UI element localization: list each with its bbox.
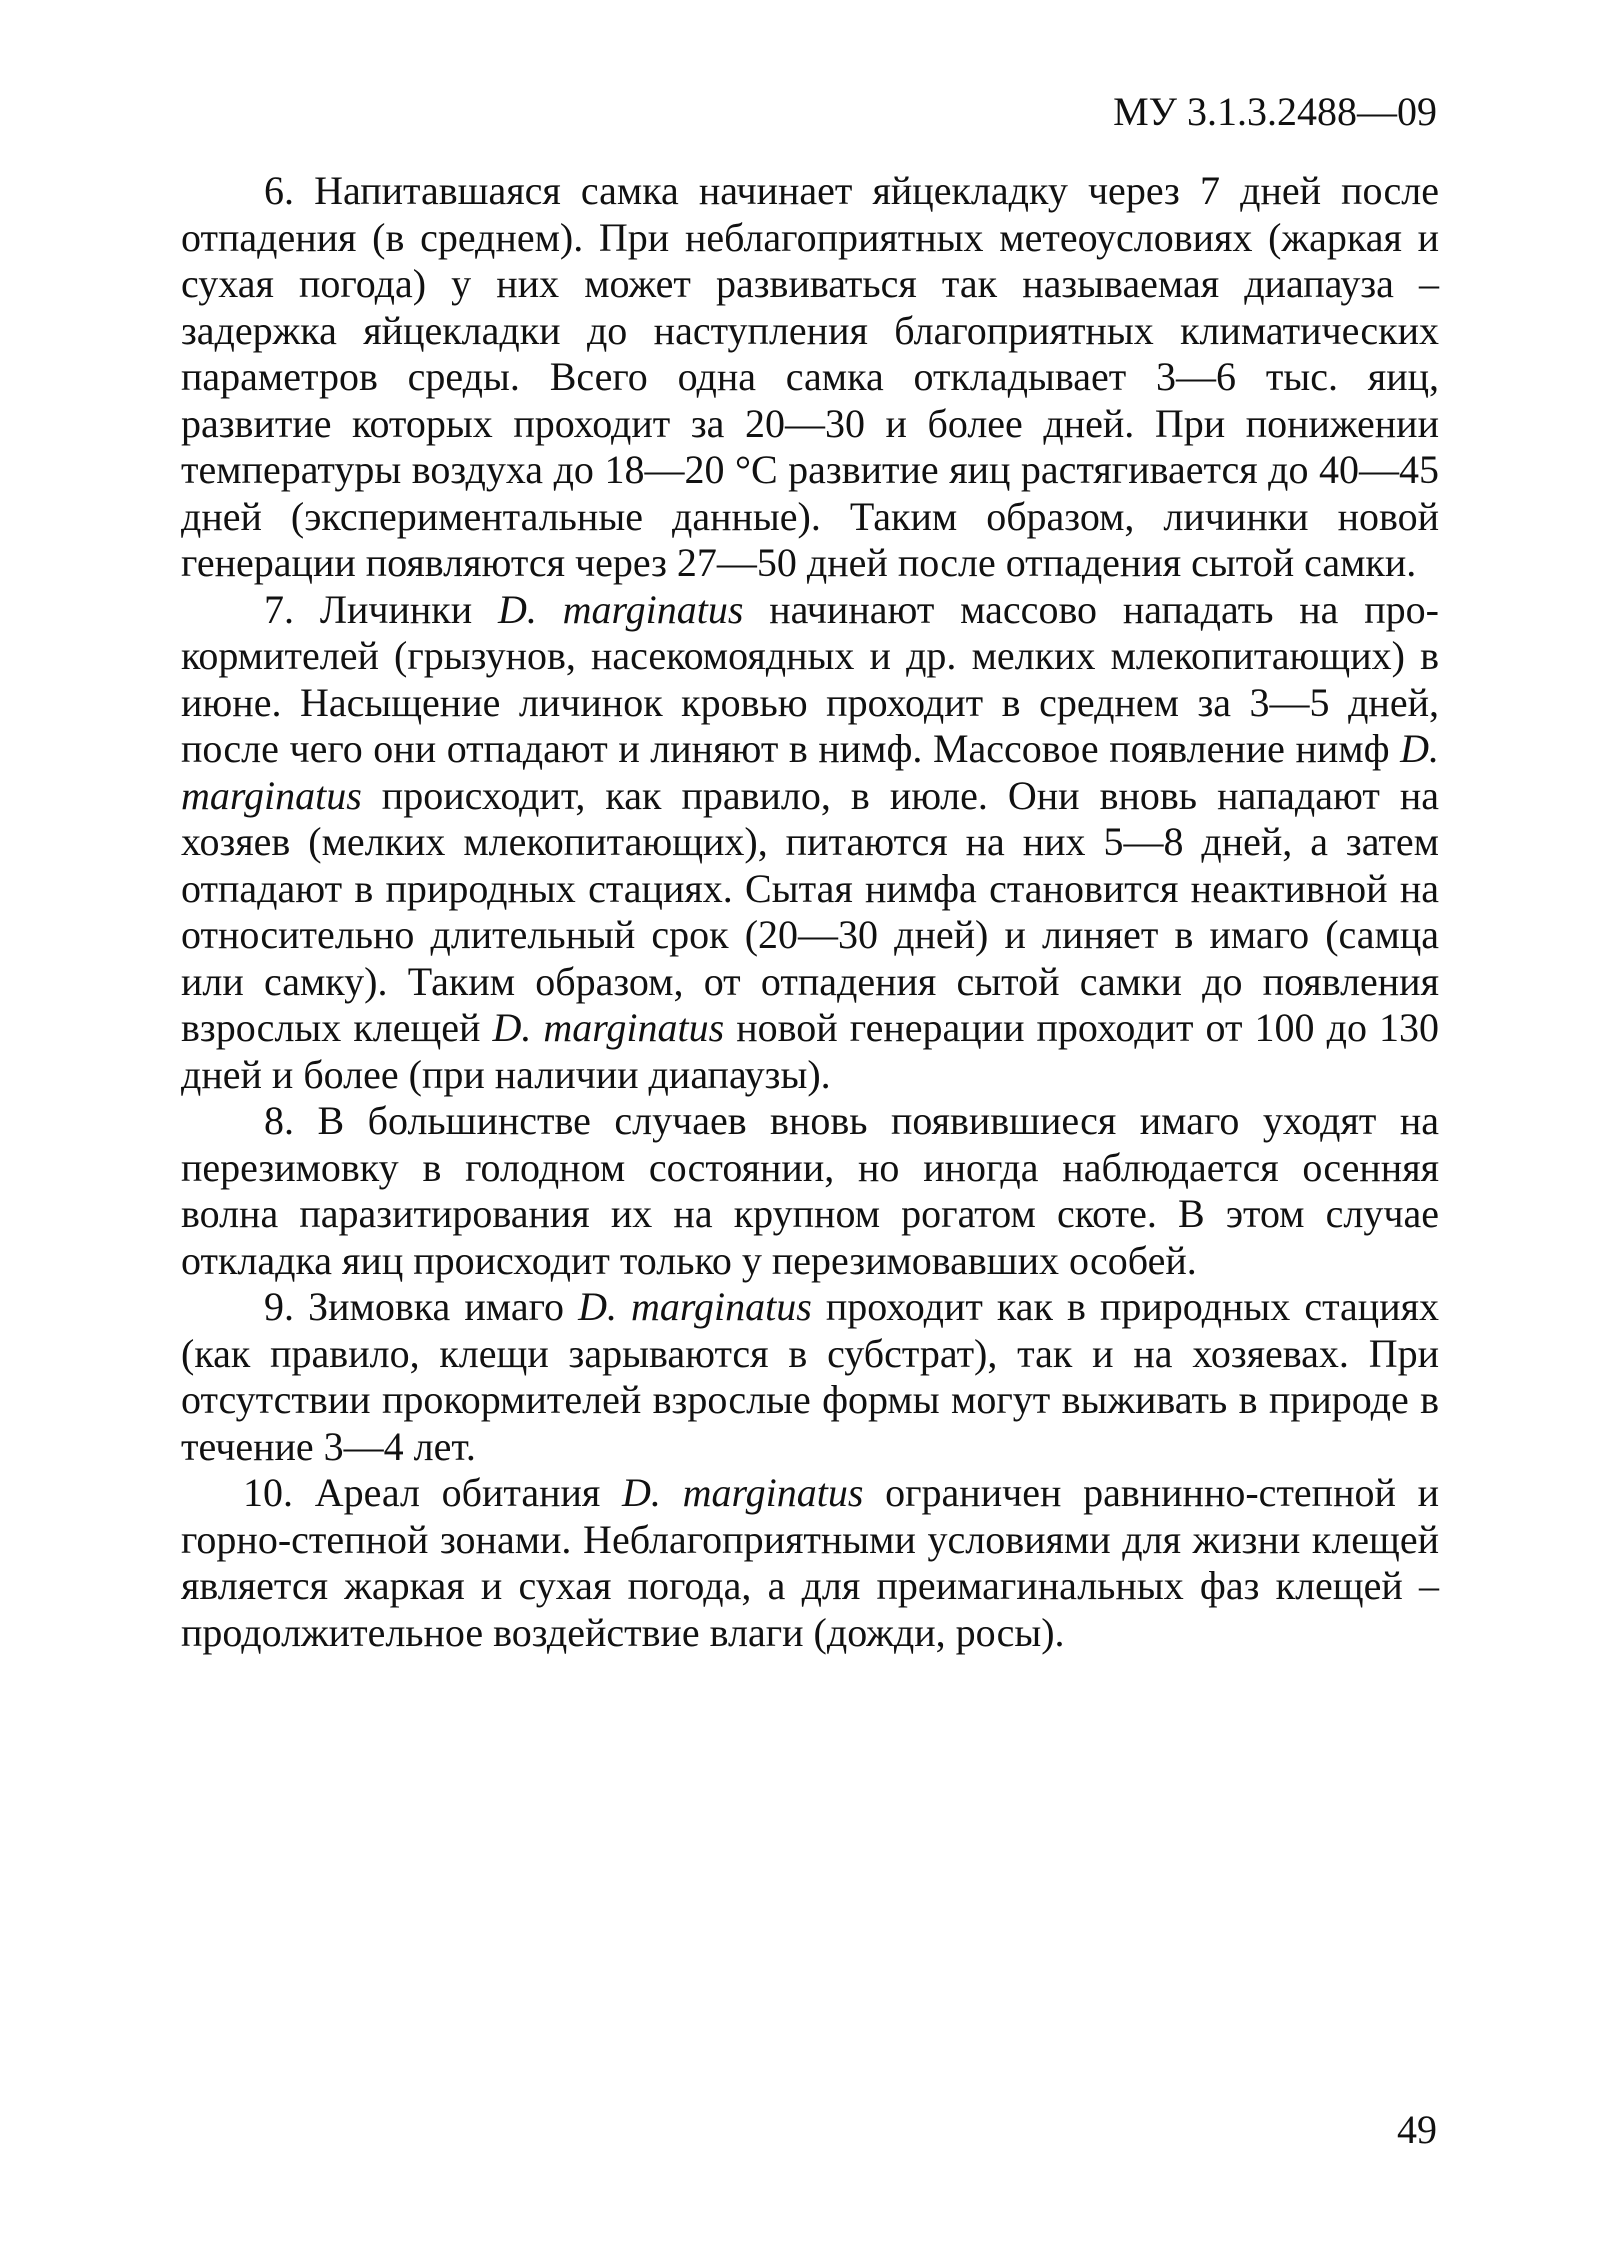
paragraph-number: 9. bbox=[264, 1284, 294, 1329]
document-code: МУ 3.1.3.2488—09 bbox=[1113, 89, 1437, 134]
paragraph-number: 6. bbox=[264, 168, 294, 213]
paragraph-number: 8. bbox=[264, 1098, 294, 1143]
species-name: D. marginatus bbox=[492, 1005, 725, 1050]
paragraph-text: проходит как в природных стациях (как правило, клещи зарываются в субстрат), так и на хозяевах. При отсутствии прокормителей взрослые формы могут выживать в природе в течение 3—4 лет. bbox=[181, 1284, 1440, 1469]
species-name: D. marginatus bbox=[578, 1284, 812, 1329]
species-name: D. marginatus bbox=[181, 726, 1439, 818]
paragraph-9 bbox=[181, 1284, 1439, 1470]
paragraph-text: Напитавшаяся самка начинает яйцекладку через 7 дней после отпадения (в среднем). При неблагоприятных метеоусловиях (жаркая и сухая погода) у них может развиваться так называемая диапауза – задержка яйцекладки до наступления благоприятных климатических параметров среды. Всего одна самка откладывает 3—6 тыс. яиц, развитие которых проходит за 20—30 и более дней. При понижении температуры воздуха до 18—20 °С развитие яиц растягивается до 40—45 дней (экспериментальные данные). Таким образом, личинки новой генерации появляются через 27—50 дней после отпадения сытой самки. bbox=[181, 168, 1440, 585]
paragraph-number: 10. bbox=[243, 1470, 293, 1515]
paragraph-text: ограничен равнинно-степной и горно-степной зонами. Неблагоприятными условиями для жизни клещей является жаркая и сухая погода, а для преимагинальных фаз клещей – продолжительное воздействие влаги (дожди, росы). bbox=[181, 1470, 1440, 1655]
page-number: 49 bbox=[1397, 2107, 1437, 2152]
paragraph-text: происходит, как правило, в июле. Они вновь нападают на хозяев (мелких млекопитающих), питаются на них 5—8 дней, а затем отпадают в природных стациях. Сытая нимфа становится неактивной на относительно длительный срок (20—30 дней) и линяет в имаго (самца или самку). Таким образом, от отпадения сытой самки до появления взрослых клещей bbox=[181, 772, 1439, 1050]
paragraph-8 bbox=[181, 1098, 1439, 1284]
paragraph-text: новой генерации проходит от 100 до 130 дней и более (при наличии диапаузы). bbox=[181, 1005, 1439, 1097]
paragraph-text: Личинки bbox=[319, 586, 498, 632]
paragraph-text: В большинстве случаев вновь появившиеся имаго уходят на перезимовку в голодном состоянии, но иногда наблюдается осенняя волна паразитирования их на крупном рогатом скоте. В этом случае откладка яиц происходит только у перезимовавших особей. bbox=[181, 1098, 1440, 1283]
paragraph-number: 7. bbox=[264, 586, 294, 632]
paragraph-text: начинают массово нападать на прокормителей (грызунов, насекомоядных и др. мелких млекопитающих) в июне. Насыщение личинок кровью проходит в среднем за 3—5 дней, после чего они отпадают и линяют в нимф. Массовое появление нимф bbox=[181, 586, 1439, 771]
paragraph-text: Ареал обитания bbox=[314, 1470, 623, 1515]
body-text bbox=[181, 168, 1439, 1656]
paragraph-10 bbox=[181, 1470, 1439, 1656]
paragraph-6 bbox=[181, 168, 1439, 587]
species-name: D. marginatus bbox=[497, 586, 744, 632]
paragraph-7 bbox=[181, 587, 1439, 1099]
species-name: D. marginatus bbox=[622, 1470, 864, 1515]
paragraph-text: Зимовка имаго bbox=[308, 1284, 579, 1329]
